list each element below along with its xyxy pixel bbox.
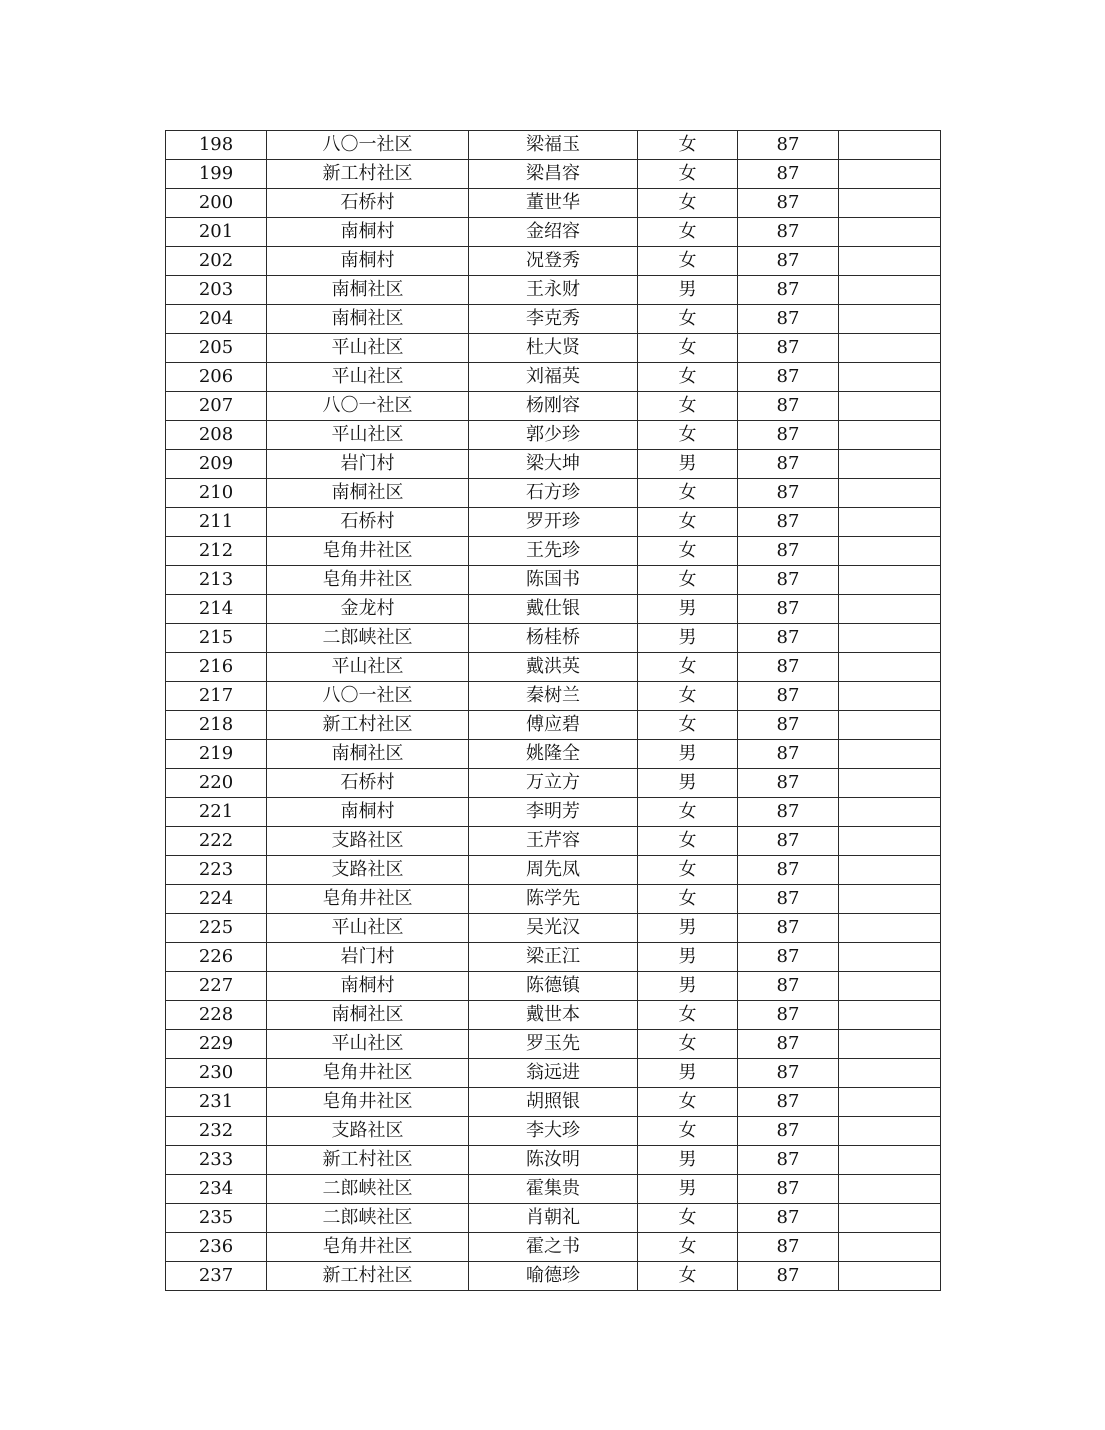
age-cell: 87 [738, 1117, 839, 1146]
serial-number-cell: 228 [166, 1001, 267, 1030]
serial-number-cell: 206 [166, 363, 267, 392]
age-cell: 87 [738, 943, 839, 972]
community-cell: 八〇一社区 [267, 682, 469, 711]
remark-cell [839, 1146, 941, 1175]
gender-cell: 女 [638, 1262, 738, 1291]
serial-number-cell: 233 [166, 1146, 267, 1175]
gender-cell: 男 [638, 595, 738, 624]
gender-cell: 女 [638, 856, 738, 885]
table-row [166, 189, 941, 218]
age-cell: 87 [738, 595, 839, 624]
age-cell: 87 [738, 189, 839, 218]
name-cell: 周先凤 [469, 856, 638, 885]
table-row [166, 537, 941, 566]
age-cell: 87 [738, 1088, 839, 1117]
age-cell: 87 [738, 856, 839, 885]
name-cell: 刘福英 [469, 363, 638, 392]
age-cell: 87 [738, 508, 839, 537]
age-cell: 87 [738, 798, 839, 827]
gender-cell: 女 [638, 653, 738, 682]
age-cell: 87 [738, 682, 839, 711]
serial-number-cell: 227 [166, 972, 267, 1001]
gender-cell: 女 [638, 508, 738, 537]
gender-cell: 女 [638, 1001, 738, 1030]
name-cell: 杨刚容 [469, 392, 638, 421]
name-cell: 罗玉先 [469, 1030, 638, 1059]
table-row [166, 1030, 941, 1059]
name-cell: 梁大坤 [469, 450, 638, 479]
remark-cell [839, 508, 941, 537]
remark-cell [839, 537, 941, 566]
serial-number-cell: 200 [166, 189, 267, 218]
community-cell: 新工村社区 [267, 1262, 469, 1291]
gender-cell: 男 [638, 1059, 738, 1088]
age-cell: 87 [738, 740, 839, 769]
community-cell: 二郎峡社区 [267, 1204, 469, 1233]
remark-cell [839, 1262, 941, 1291]
serial-number-cell: 232 [166, 1117, 267, 1146]
name-cell: 陈汝明 [469, 1146, 638, 1175]
age-cell: 87 [738, 624, 839, 653]
remark-cell [839, 1175, 941, 1204]
gender-cell: 女 [638, 363, 738, 392]
table-row [166, 1001, 941, 1030]
community-cell: 皂角井社区 [267, 1088, 469, 1117]
community-cell: 八〇一社区 [267, 392, 469, 421]
name-cell: 王芹容 [469, 827, 638, 856]
remark-cell [839, 363, 941, 392]
table-row [166, 392, 941, 421]
serial-number-cell: 223 [166, 856, 267, 885]
community-cell: 石桥村 [267, 769, 469, 798]
name-cell: 喻德珍 [469, 1262, 638, 1291]
name-cell: 陈德镇 [469, 972, 638, 1001]
name-cell: 吴光汉 [469, 914, 638, 943]
age-cell: 87 [738, 1001, 839, 1030]
remark-cell [839, 798, 941, 827]
table-row [166, 160, 941, 189]
community-cell: 南桐社区 [267, 276, 469, 305]
remark-cell [839, 1030, 941, 1059]
serial-number-cell: 211 [166, 508, 267, 537]
community-cell: 平山社区 [267, 1030, 469, 1059]
name-cell: 梁昌容 [469, 160, 638, 189]
gender-cell: 男 [638, 740, 738, 769]
remark-cell [839, 653, 941, 682]
table-row [166, 740, 941, 769]
community-cell: 南桐村 [267, 798, 469, 827]
serial-number-cell: 235 [166, 1204, 267, 1233]
name-cell: 金绍容 [469, 218, 638, 247]
gender-cell: 女 [638, 682, 738, 711]
community-cell: 支路社区 [267, 856, 469, 885]
remark-cell [839, 595, 941, 624]
community-cell: 金龙村 [267, 595, 469, 624]
name-cell: 李大珍 [469, 1117, 638, 1146]
gender-cell: 女 [638, 711, 738, 740]
name-cell: 李克秀 [469, 305, 638, 334]
community-cell: 平山社区 [267, 421, 469, 450]
age-cell: 87 [738, 363, 839, 392]
table-row [166, 450, 941, 479]
name-cell: 戴世本 [469, 1001, 638, 1030]
name-cell: 王永财 [469, 276, 638, 305]
serial-number-cell: 219 [166, 740, 267, 769]
table-row [166, 711, 941, 740]
remark-cell [839, 740, 941, 769]
community-cell: 南桐村 [267, 972, 469, 1001]
name-cell: 傅应碧 [469, 711, 638, 740]
table-row [166, 1262, 941, 1291]
table-row [166, 1088, 941, 1117]
community-cell: 南桐社区 [267, 305, 469, 334]
gender-cell: 女 [638, 566, 738, 595]
serial-number-cell: 213 [166, 566, 267, 595]
gender-cell: 女 [638, 1030, 738, 1059]
age-cell: 87 [738, 1175, 839, 1204]
table-row [166, 334, 941, 363]
community-cell: 石桥村 [267, 508, 469, 537]
remark-cell [839, 566, 941, 595]
community-cell: 皂角井社区 [267, 1059, 469, 1088]
serial-number-cell: 198 [166, 131, 267, 160]
remark-cell [839, 769, 941, 798]
name-cell: 胡照银 [469, 1088, 638, 1117]
gender-cell: 男 [638, 450, 738, 479]
gender-cell: 女 [638, 1204, 738, 1233]
gender-cell: 女 [638, 537, 738, 566]
community-cell: 二郎峡社区 [267, 624, 469, 653]
age-cell: 87 [738, 1030, 839, 1059]
table-row [166, 798, 941, 827]
age-cell: 87 [738, 537, 839, 566]
gender-cell: 男 [638, 972, 738, 1001]
age-cell: 87 [738, 1146, 839, 1175]
age-cell: 87 [738, 769, 839, 798]
gender-cell: 女 [638, 827, 738, 856]
remark-cell [839, 392, 941, 421]
community-cell: 南桐村 [267, 218, 469, 247]
age-cell: 87 [738, 305, 839, 334]
remark-cell [839, 972, 941, 1001]
serial-number-cell: 203 [166, 276, 267, 305]
table-row [166, 566, 941, 595]
age-cell: 87 [738, 827, 839, 856]
community-cell: 南桐社区 [267, 1001, 469, 1030]
table-row [166, 943, 941, 972]
table-row [166, 508, 941, 537]
community-cell: 平山社区 [267, 363, 469, 392]
age-cell: 87 [738, 1059, 839, 1088]
community-cell: 平山社区 [267, 334, 469, 363]
table-row [166, 827, 941, 856]
gender-cell: 女 [638, 885, 738, 914]
remark-cell [839, 856, 941, 885]
community-cell: 新工村社区 [267, 711, 469, 740]
remark-cell [839, 160, 941, 189]
table-row [166, 856, 941, 885]
remark-cell [839, 247, 941, 276]
remark-cell [839, 1088, 941, 1117]
table-row [166, 653, 941, 682]
serial-number-cell: 204 [166, 305, 267, 334]
serial-number-cell: 236 [166, 1233, 267, 1262]
age-cell: 87 [738, 1204, 839, 1233]
age-cell: 87 [738, 276, 839, 305]
name-cell: 霍之书 [469, 1233, 638, 1262]
remark-cell [839, 189, 941, 218]
name-cell: 翁远进 [469, 1059, 638, 1088]
community-cell: 南桐村 [267, 247, 469, 276]
serial-number-cell: 218 [166, 711, 267, 740]
table-row [166, 1233, 941, 1262]
community-cell: 南桐社区 [267, 740, 469, 769]
gender-cell: 女 [638, 131, 738, 160]
gender-cell: 女 [638, 247, 738, 276]
remark-cell [839, 682, 941, 711]
community-cell: 平山社区 [267, 653, 469, 682]
gender-cell: 女 [638, 305, 738, 334]
table-row [166, 1059, 941, 1088]
name-cell: 杜大贤 [469, 334, 638, 363]
table-row [166, 885, 941, 914]
name-cell: 肖朝礼 [469, 1204, 638, 1233]
serial-number-cell: 201 [166, 218, 267, 247]
age-cell: 87 [738, 247, 839, 276]
gender-cell: 男 [638, 1146, 738, 1175]
remark-cell [839, 1001, 941, 1030]
name-cell: 况登秀 [469, 247, 638, 276]
serial-number-cell: 224 [166, 885, 267, 914]
age-cell: 87 [738, 653, 839, 682]
serial-number-cell: 208 [166, 421, 267, 450]
age-cell: 87 [738, 711, 839, 740]
gender-cell: 男 [638, 624, 738, 653]
serial-number-cell: 209 [166, 450, 267, 479]
serial-number-cell: 205 [166, 334, 267, 363]
remark-cell [839, 1233, 941, 1262]
community-cell: 皂角井社区 [267, 566, 469, 595]
gender-cell: 女 [638, 189, 738, 218]
serial-number-cell: 225 [166, 914, 267, 943]
community-cell: 新工村社区 [267, 160, 469, 189]
remark-cell [839, 1117, 941, 1146]
community-cell: 皂角井社区 [267, 1233, 469, 1262]
gender-cell: 女 [638, 392, 738, 421]
table-row [166, 914, 941, 943]
remark-cell [839, 450, 941, 479]
name-cell: 梁正江 [469, 943, 638, 972]
name-cell: 戴仕银 [469, 595, 638, 624]
community-cell: 石桥村 [267, 189, 469, 218]
community-cell: 新工村社区 [267, 1146, 469, 1175]
gender-cell: 男 [638, 943, 738, 972]
remark-cell [839, 885, 941, 914]
table-row [166, 972, 941, 1001]
serial-number-cell: 210 [166, 479, 267, 508]
remark-cell [839, 827, 941, 856]
roster-table-body [166, 131, 941, 1291]
serial-number-cell: 229 [166, 1030, 267, 1059]
gender-cell: 女 [638, 1117, 738, 1146]
gender-cell: 女 [638, 1233, 738, 1262]
age-cell: 87 [738, 1233, 839, 1262]
table-row [166, 247, 941, 276]
serial-number-cell: 221 [166, 798, 267, 827]
serial-number-cell: 231 [166, 1088, 267, 1117]
serial-number-cell: 217 [166, 682, 267, 711]
age-cell: 87 [738, 885, 839, 914]
table-row [166, 1146, 941, 1175]
table-row [166, 769, 941, 798]
serial-number-cell: 226 [166, 943, 267, 972]
gender-cell: 女 [638, 160, 738, 189]
table-row [166, 624, 941, 653]
community-cell: 南桐社区 [267, 479, 469, 508]
name-cell: 王先珍 [469, 537, 638, 566]
name-cell: 罗开珍 [469, 508, 638, 537]
table-row [166, 1175, 941, 1204]
remark-cell [839, 218, 941, 247]
community-cell: 皂角井社区 [267, 885, 469, 914]
community-cell: 皂角井社区 [267, 537, 469, 566]
serial-number-cell: 222 [166, 827, 267, 856]
serial-number-cell: 214 [166, 595, 267, 624]
name-cell: 董世华 [469, 189, 638, 218]
age-cell: 87 [738, 392, 839, 421]
age-cell: 87 [738, 1262, 839, 1291]
age-cell: 87 [738, 218, 839, 247]
name-cell: 李明芳 [469, 798, 638, 827]
age-cell: 87 [738, 914, 839, 943]
serial-number-cell: 212 [166, 537, 267, 566]
table-row [166, 421, 941, 450]
name-cell: 霍集贵 [469, 1175, 638, 1204]
table-row [166, 682, 941, 711]
remark-cell [839, 276, 941, 305]
gender-cell: 女 [638, 218, 738, 247]
remark-cell [839, 943, 941, 972]
name-cell: 陈学先 [469, 885, 638, 914]
gender-cell: 男 [638, 769, 738, 798]
age-cell: 87 [738, 566, 839, 595]
table-row [166, 1117, 941, 1146]
table-row [166, 479, 941, 508]
remark-cell [839, 131, 941, 160]
age-cell: 87 [738, 160, 839, 189]
remark-cell [839, 624, 941, 653]
name-cell: 姚隆全 [469, 740, 638, 769]
gender-cell: 女 [638, 479, 738, 508]
table-row [166, 1204, 941, 1233]
serial-number-cell: 199 [166, 160, 267, 189]
age-cell: 87 [738, 450, 839, 479]
age-cell: 87 [738, 421, 839, 450]
name-cell: 陈国书 [469, 566, 638, 595]
gender-cell: 男 [638, 276, 738, 305]
remark-cell [839, 421, 941, 450]
name-cell: 梁福玉 [469, 131, 638, 160]
age-cell: 87 [738, 479, 839, 508]
table-row [166, 305, 941, 334]
community-cell: 支路社区 [267, 827, 469, 856]
name-cell: 戴洪英 [469, 653, 638, 682]
gender-cell: 女 [638, 334, 738, 363]
community-cell: 支路社区 [267, 1117, 469, 1146]
name-cell: 杨桂桥 [469, 624, 638, 653]
remark-cell [839, 1059, 941, 1088]
serial-number-cell: 207 [166, 392, 267, 421]
table-row [166, 218, 941, 247]
name-cell: 万立方 [469, 769, 638, 798]
serial-number-cell: 220 [166, 769, 267, 798]
table-row [166, 595, 941, 624]
table-row [166, 131, 941, 160]
gender-cell: 男 [638, 914, 738, 943]
gender-cell: 女 [638, 1088, 738, 1117]
table-row [166, 363, 941, 392]
gender-cell: 男 [638, 1175, 738, 1204]
elderly-roster-table [165, 130, 941, 1291]
remark-cell [839, 711, 941, 740]
community-cell: 平山社区 [267, 914, 469, 943]
table-row [166, 276, 941, 305]
remark-cell [839, 479, 941, 508]
gender-cell: 女 [638, 421, 738, 450]
community-cell: 八〇一社区 [267, 131, 469, 160]
community-cell: 二郎峡社区 [267, 1175, 469, 1204]
community-cell: 岩门村 [267, 943, 469, 972]
remark-cell [839, 914, 941, 943]
serial-number-cell: 202 [166, 247, 267, 276]
name-cell: 石方珍 [469, 479, 638, 508]
name-cell: 秦树兰 [469, 682, 638, 711]
serial-number-cell: 234 [166, 1175, 267, 1204]
gender-cell: 女 [638, 798, 738, 827]
age-cell: 87 [738, 131, 839, 160]
serial-number-cell: 216 [166, 653, 267, 682]
remark-cell [839, 305, 941, 334]
age-cell: 87 [738, 334, 839, 363]
remark-cell [839, 1204, 941, 1233]
serial-number-cell: 237 [166, 1262, 267, 1291]
community-cell: 岩门村 [267, 450, 469, 479]
remark-cell [839, 334, 941, 363]
serial-number-cell: 215 [166, 624, 267, 653]
name-cell: 郭少珍 [469, 421, 638, 450]
serial-number-cell: 230 [166, 1059, 267, 1088]
age-cell: 87 [738, 972, 839, 1001]
